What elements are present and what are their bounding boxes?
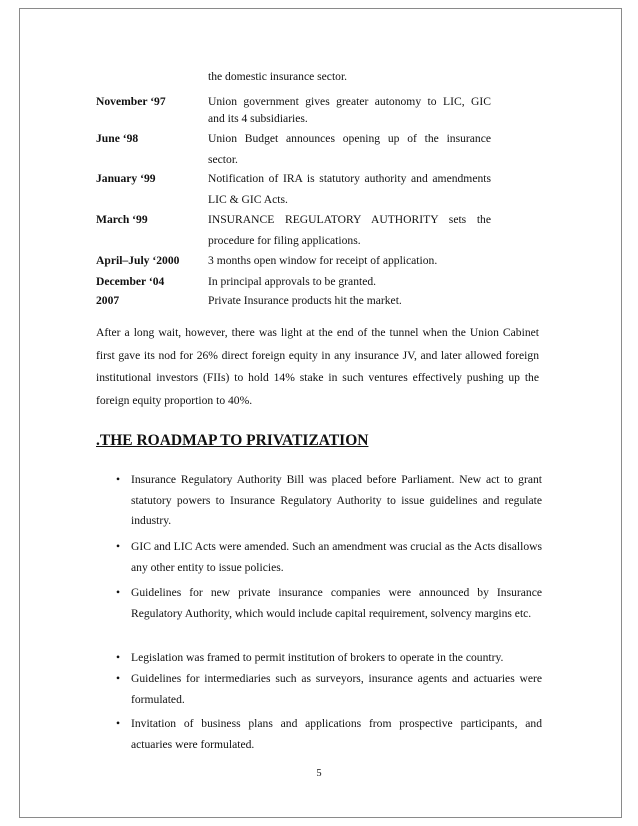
timeline-date: March ‘99: [96, 213, 148, 226]
timeline-description-line: procedure for filing applications.: [208, 234, 361, 247]
timeline-description-line: sector.: [208, 153, 238, 166]
body-paragraph: After a long wait, however, there was light at the end of the tunnel when the Union Cabinet first gave its nod for 26% direct foreign equity in any insurance JV, and later allowed foreign institutional investors (FIIs) to hold 14% stake in such ventures effectively pushing up the foreign equity proportion to 40%.: [96, 326, 539, 407]
timeline-date: November ‘97: [96, 95, 166, 108]
timeline-description-line: Private Insurance products hit the market.: [208, 294, 402, 307]
list-item-text: Legislation was framed to permit institution of brokers to operate in the country.: [131, 651, 504, 664]
timeline-description-line: LIC & GIC Acts.: [208, 193, 288, 206]
list-item-text: Guidelines for new private insurance companies were announced by Insurance Regulatory Authority, which would include capital requirement, solvency margins etc.: [131, 586, 542, 620]
bullet-icon: •: [116, 540, 121, 553]
timeline-date: December ‘04: [96, 275, 165, 288]
timeline-description-line: Notification of IRA is statutory authority and amendments: [208, 172, 491, 185]
timeline-date: January ‘99: [96, 172, 156, 185]
bullet-icon: •: [116, 672, 121, 685]
timeline-description-line: and its 4 subsidiaries.: [208, 112, 308, 125]
timeline-description-line: Union Budget announces opening up of the insurance: [208, 132, 491, 145]
list-item-text: Invitation of business plans and applications from prospective participants, and actuaries were formulated.: [131, 717, 542, 751]
timeline-description-line: the domestic insurance sector.: [208, 70, 348, 83]
timeline-description-line: INSURANCE REGULATORY AUTHORITY sets the: [208, 213, 491, 226]
timeline-description-line: In principal approvals to be granted.: [208, 275, 377, 288]
bullet-icon: •: [116, 473, 121, 486]
bullet-icon: •: [116, 651, 121, 664]
timeline-date: April–July ‘2000: [96, 254, 180, 267]
timeline-date: 2007: [96, 294, 120, 307]
list-item-text: Insurance Regulatory Authority Bill was placed before Parliament. New act to grant statutory powers to Insurance Regulatory Authority to issue guidelines and regulate industry.: [131, 473, 542, 527]
page-number: 5: [316, 768, 322, 779]
section-heading: .THE ROADMAP TO PRIVATIZATION: [96, 432, 369, 449]
bullet-icon: •: [116, 586, 121, 599]
bullet-icon: •: [116, 717, 121, 730]
list-item-text: Guidelines for intermediaries such as surveyors, insurance agents and actuaries were formulated.: [131, 672, 542, 706]
timeline-description-line: 3 months open window for receipt of application.: [208, 254, 438, 267]
list-item-text: GIC and LIC Acts were amended. Such an amendment was crucial as the Acts disallows any other entity to issue policies.: [131, 540, 542, 574]
timeline-date: June ‘98: [96, 132, 139, 145]
timeline-description-line: Union government gives greater autonomy to LIC, GIC: [208, 95, 491, 108]
